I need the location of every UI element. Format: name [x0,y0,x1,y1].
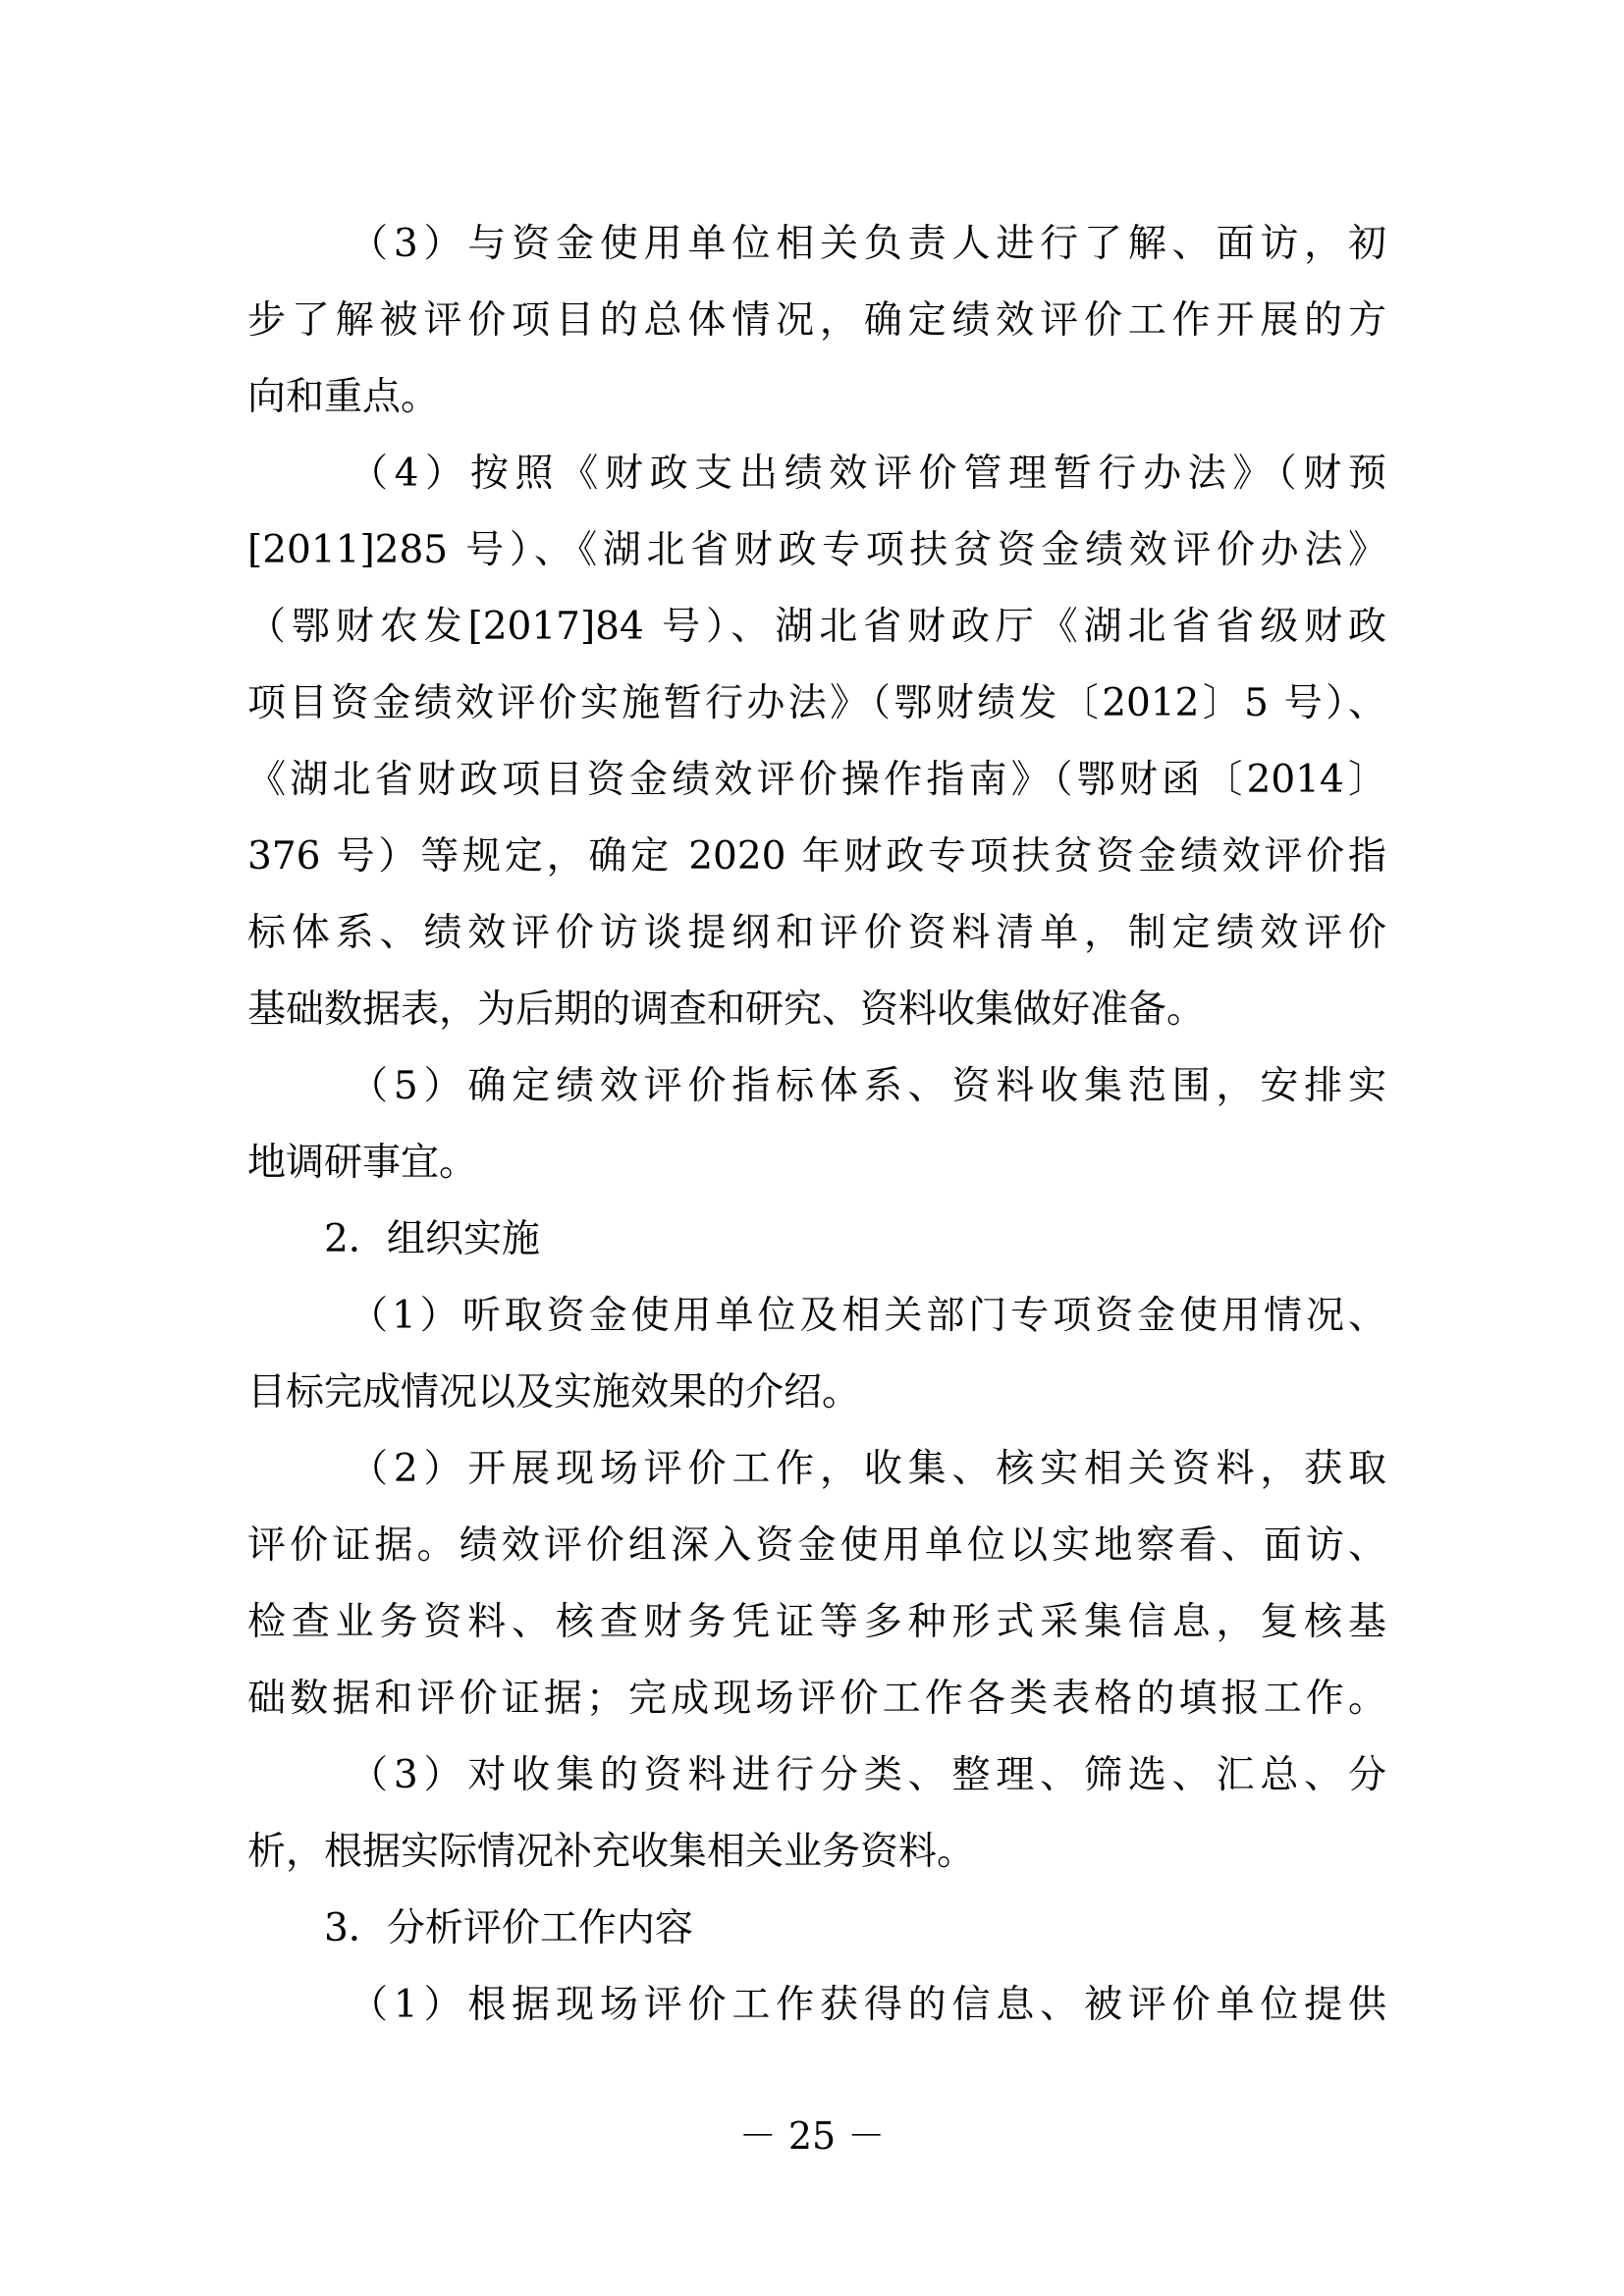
text-line: （鄂财农发[2017]84 号）、湖北省财政厅《湖北省省级财政 [247,605,1386,649]
text-line: 《湖北省财政项目资金绩效评价操作指南》（鄂财函〔2014〕 [247,758,1386,802]
text-line: 基础数据表，为后期的调查和研究、资料收集做好准备。 [247,988,1206,1032]
text-line: 检查业务资料、核查财务凭证等多种形式采集信息，复核基 [247,1600,1386,1644]
section-heading: 2．组织实施 [324,1217,540,1261]
text-line: （3）与资金使用单位相关负责人进行了解、面访，初 [350,222,1386,266]
text-line: 项目资金绩效评价实施暂行办法》（鄂财绩发〔2012〕5 号）、 [247,681,1386,725]
page-number: － 25 － [738,2114,886,2158]
text-line: 目标完成情况以及实施效果的介绍。 [247,1370,861,1415]
text-line: 376 号）等规定，确定 2020 年财政专项扶贫资金绩效评价指 [247,834,1386,879]
text-line: 向和重点。 [247,375,440,419]
text-line: （1）根据现场评价工作获得的信息、被评价单位提供 [350,1983,1386,2027]
text-line: （5）确定绩效评价指标体系、资料收集范围，安排实 [350,1064,1386,1108]
text-line: 步了解被评价项目的总体情况，确定绩效评价工作开展的方 [247,298,1386,343]
text-line: 析，根据实际情况补充收集相关业务资料。 [247,1830,976,1874]
text-line: （2）开展现场评价工作，收集、核实相关资料，获取 [350,1447,1386,1491]
section-heading: 3．分析评价工作内容 [324,1906,693,1950]
text-line: （1）听取资金使用单位及相关部门专项资金使用情况、 [350,1294,1386,1338]
text-line: [2011]285 号）、《湖北省财政专项扶贫资金绩效评价办法》 [247,528,1386,572]
text-line: （3）对收集的资料进行分类、整理、筛选、汇总、分 [350,1753,1386,1797]
text-line: 础数据和评价证据；完成现场评价工作各类表格的填报工作。 [247,1677,1386,1721]
text-line: 评价证据。绩效评价组深入资金使用单位以实地察看、面访、 [247,1523,1386,1568]
text-line: 标体系、绩效评价访谈提纲和评价资料清单，制定绩效评价 [247,911,1386,955]
text-line: （4）按照《财政支出绩效评价管理暂行办法》（财预 [350,452,1386,496]
text-line: 地调研事宜。 [247,1141,478,1185]
